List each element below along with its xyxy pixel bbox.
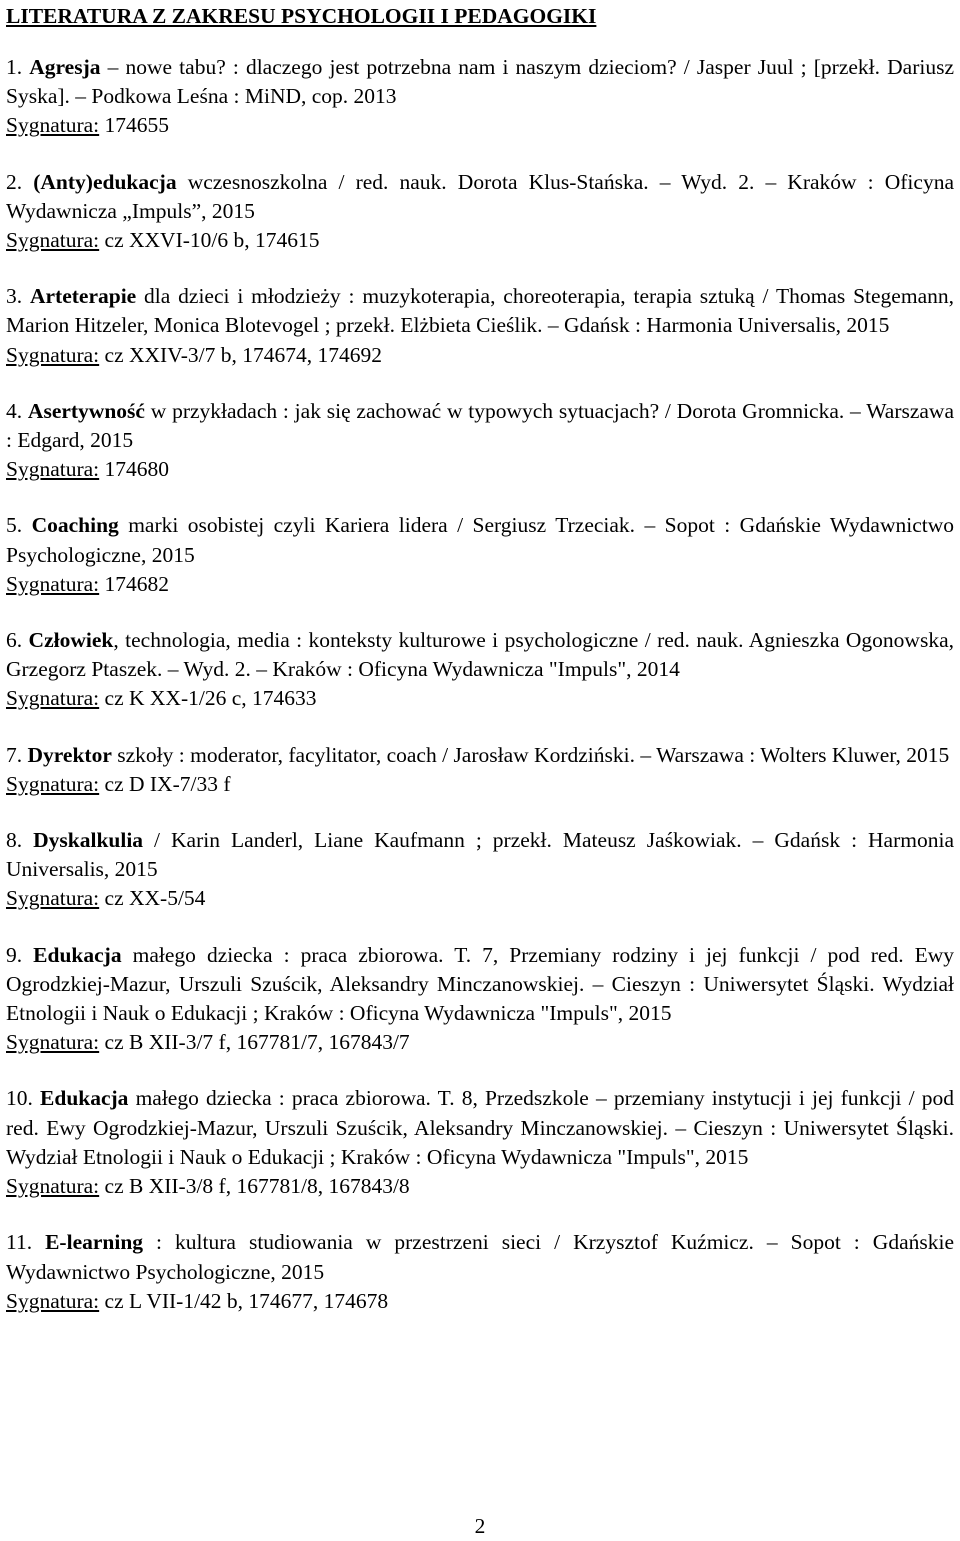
signature-label: Sygnatura: <box>6 228 100 253</box>
entry-number: 10. <box>6 1086 33 1111</box>
entry-description <box>6 1228 954 1286</box>
bibliography-entry <box>6 626 954 714</box>
entry-keyword: Edukacja <box>33 942 122 967</box>
entry-signature <box>6 1028 954 1057</box>
entry-description <box>6 826 954 884</box>
page-number: 2 <box>474 1514 486 1538</box>
entry-keyword: (Anty)edukacja <box>33 169 177 194</box>
signature-label: Sygnatura: <box>6 771 100 796</box>
entry-keyword: E-learning <box>45 1230 144 1255</box>
entry-number: 6. <box>6 628 23 653</box>
signature-value: cz XXIV-3/7 b, 174674, 174692 <box>99 342 383 367</box>
entry-description <box>6 397 954 455</box>
document-page <box>6 0 954 1316</box>
entry-description <box>6 53 954 111</box>
entry-keyword: Agresja <box>29 55 101 79</box>
entry-signature <box>6 1172 954 1201</box>
entry-number: 11. <box>6 1230 33 1255</box>
signature-value: cz B XII-3/8 f, 167781/8, 167843/8 <box>99 1174 410 1199</box>
signature-value: cz B XII-3/7 f, 167781/7, 167843/7 <box>99 1030 410 1055</box>
entry-details: / Karin Landerl, Liane Kaufmann ; przekł. Mateusz Jaśkowiak. – Gdańsk : Harmonia Universalis, 2015 <box>6 828 954 882</box>
bibliography-entry <box>6 741 954 799</box>
signature-label: Sygnatura: <box>6 113 100 138</box>
bibliography-entry <box>6 282 954 370</box>
bibliography-entry <box>6 941 954 1058</box>
entry-signature <box>6 111 954 140</box>
signature-value: 174655 <box>99 113 170 138</box>
signature-value: cz L VII-1/42 b, 174677, 174678 <box>99 1288 389 1313</box>
signature-label: Sygnatura: <box>6 342 100 367</box>
entry-keyword: Edukacja <box>40 1086 129 1111</box>
signature-value: cz XX-5/54 <box>99 886 206 911</box>
entry-signature <box>6 570 954 599</box>
entry-number: 9. <box>6 942 23 967</box>
entry-details: małego dziecka : praca zbiorowa. T. 7, Przemiany rodziny i jej funkcji / pod red. Ewy Ogrodzkiej-Mazur, Urszuli Szuścik, Aleksandry Minczanowskiej. – Cieszyn : Uniwersytet Śląski. Wydział Etnologii i Nauk o Edukacji ; Kraków : Oficyna Wydawnicza "Impuls", 2015 <box>6 942 955 1026</box>
bibliography-entry <box>6 511 954 599</box>
entry-number: 2. <box>6 169 23 194</box>
entry-signature <box>6 341 954 370</box>
entry-number: 4. <box>6 398 23 423</box>
entry-signature <box>6 884 954 913</box>
entry-signature <box>6 770 954 799</box>
entry-details: szkoły : moderator, facylitator, coach / Jarosław Kordziński. – Warszawa : Wolters Kluwer, 2015 <box>111 742 950 767</box>
entry-keyword: Asertywność <box>27 398 145 423</box>
signature-value: cz D IX-7/33 f <box>99 771 231 796</box>
signature-value: 174682 <box>99 571 170 596</box>
bibliography-entry <box>6 826 954 914</box>
entry-number: 7. <box>6 742 23 767</box>
entry-signature <box>6 1287 954 1316</box>
signature-label: Sygnatura: <box>6 1174 100 1199</box>
signature-label: Sygnatura: <box>6 457 100 482</box>
entry-description <box>6 741 954 770</box>
signature-label: Sygnatura: <box>6 571 100 596</box>
entry-signature <box>6 455 954 484</box>
entry-description <box>6 168 954 226</box>
entry-number: 3. <box>6 284 23 309</box>
entry-keyword: Dyrektor <box>27 742 112 767</box>
bibliography-entry <box>6 1228 954 1316</box>
entry-signature <box>6 684 954 713</box>
entry-keyword: Arteterapie <box>29 284 137 309</box>
entry-details: – nowe tabu? : dlaczego jest potrzebna nam i naszym dzieciom? / Jasper Juul ; [przekł. Dariusz Syska]. – Podkowa Leśna : MiND, cop. 2013 <box>6 55 954 109</box>
entry-number: 5. <box>6 513 23 538</box>
signature-label: Sygnatura: <box>6 1030 100 1055</box>
entry-signature <box>6 226 954 255</box>
signature-value: cz XXVI-10/6 b, 174615 <box>99 228 320 253</box>
entry-description <box>6 511 954 569</box>
signature-value: cz K XX-1/26 c, 174633 <box>99 686 317 711</box>
entry-details: wczesnoszkolna / red. nauk. Dorota Klus-Stańska. – Wyd. 2. – Kraków : Oficyna Wydawnicza „Impuls”, 2015 <box>6 169 954 223</box>
entry-details: : kultura studiowania w przestrzeni sieci / Krzysztof Kuźmicz. – Sopot : Gdańskie Wydawnictwo Psychologiczne, 2015 <box>6 1230 954 1284</box>
entry-description <box>6 282 954 340</box>
bibliography-entry <box>6 53 954 141</box>
entry-description <box>6 941 954 1029</box>
bibliography-entry <box>6 397 954 485</box>
entry-details: dla dzieci i młodzieży : muzykoterapia, choreoterapia, terapia sztuką / Thomas Stegemann, Marion Hitzeler, Monica Blotevogel ; przekł. Elżbieta Cieślik. – Gdańsk : Harmonia Universalis, 2015 <box>6 284 954 338</box>
entry-number: 1. <box>6 55 23 79</box>
signature-value: 174680 <box>99 457 170 482</box>
entry-details: marki osobistej czyli Kariera lidera / Sergiusz Trzeciak. – Sopot : Gdańskie Wydawnictwo Psychologiczne, 2015 <box>6 513 954 567</box>
entry-details: , technologia, media : konteksty kulturowe i psychologiczne / red. nauk. Agnieszka Ogonowska, Grzegorz Ptaszek. – Wyd. 2. – Kraków : Oficyna Wydawnicza "Impuls", 2014 <box>6 628 954 682</box>
signature-label: Sygnatura: <box>6 686 100 711</box>
bibliography-list <box>6 53 954 1316</box>
entry-description <box>6 626 954 684</box>
entry-keyword: Człowiek <box>28 628 114 653</box>
entry-keyword: Coaching <box>31 513 119 538</box>
entry-keyword: Dyskalkulia <box>33 828 144 853</box>
bibliography-entry <box>6 168 954 256</box>
signature-label: Sygnatura: <box>6 886 100 911</box>
document-heading: LITERATURA Z ZAKRESU PSYCHOLOGII I PEDAGOGIKI <box>6 4 597 28</box>
entry-number: 8. <box>6 828 23 853</box>
bibliography-entry <box>6 1084 954 1201</box>
signature-label: Sygnatura: <box>6 1288 100 1313</box>
entry-description <box>6 1084 954 1172</box>
entry-details: w przykładach : jak się zachować w typowych sytuacjach? / Dorota Gromnicka. – Warszawa : Edgard, 2015 <box>6 398 955 453</box>
entry-details: małego dziecka : praca zbiorowa. T. 8, Przedszkole – przemiany instytucji i jej funkcji / pod red. Ewy Ogrodzkiej-Mazur, Urszuli Szuścik, Aleksandry Minczanowskiej. – Cieszyn : Uniwersytet Śląski. Wydział Etnologii i Nauk o Edukacji ; Kraków : Oficyna Wydawnicza "Impuls", 2015 <box>6 1086 955 1169</box>
